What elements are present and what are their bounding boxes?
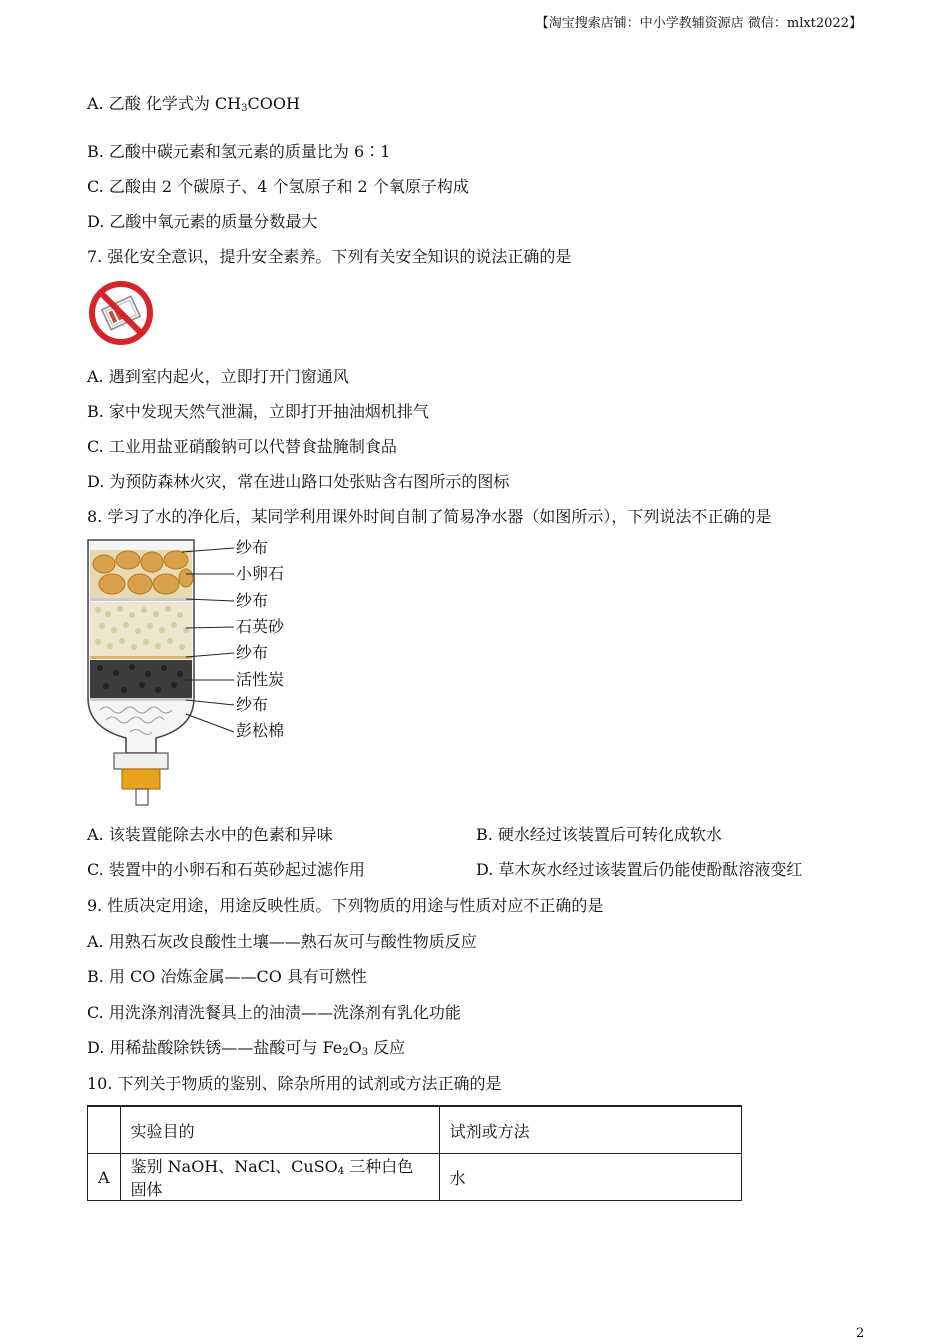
- row-method: 水: [439, 1154, 741, 1201]
- filter-label-gauze-3: 纱布: [236, 643, 269, 662]
- table-header-purpose: 实验目的: [120, 1106, 439, 1154]
- table-cell: [88, 1106, 121, 1154]
- q8-option-b: B. 硬水经过该装置后可转化成软水: [476, 825, 722, 844]
- filter-label-quartz-sand: 石英砂: [236, 617, 285, 636]
- q10-stem: 10. 下列关于物质的鉴别、除杂所用的试剂或方法正确的是: [87, 1074, 502, 1093]
- q7-option-b: B. 家中发现天然气泄漏，立即打开抽油烟机排气: [87, 402, 429, 421]
- q6-option-a: A. 乙酸 化学式为 $CH_3COOH$: [87, 94, 300, 114]
- row-label: A: [88, 1154, 121, 1201]
- filter-label-gauze-1: 纱布: [236, 538, 269, 557]
- page-header: 【淘宝搜索店铺：中小学教辅资源店 微信：mlxt2022】: [535, 16, 862, 31]
- q7-option-d: D. 为预防森林火灾，常在进山路口处张贴含右图所示的图标: [87, 472, 510, 491]
- q6-option-c: C. 乙酸由 2 个碳原子、4 个氢原子和 2 个氧原子构成: [87, 177, 469, 196]
- filter-label-activated-carbon: 活性炭: [236, 670, 285, 689]
- q7-option-c: C. 工业用盐亚硝酸钠可以代替食盐腌制食品: [87, 437, 397, 456]
- q10-table: [87, 1105, 742, 1201]
- q8-option-d: D. 草木灰水经过该装置后仍能使酚酞溶液变红: [476, 860, 803, 879]
- q8-option-c: C. 装置中的小卵石和石英砂起过滤作用: [87, 860, 365, 879]
- table-row: [88, 1106, 742, 1154]
- q7-option-a: A. 遇到室内起火，立即打开门窗通风: [87, 367, 349, 386]
- q6-option-b: B. 乙酸中碳元素和氢元素的质量比为 6∶1: [87, 142, 391, 161]
- filter-label-gauze-4: 纱布: [236, 695, 269, 714]
- q9-stem: 9. 性质决定用途，用途反映性质。下列物质的用途与性质对应不正确的是: [87, 896, 604, 915]
- q8-option-a: A. 该装置能除去水中的色素和异味: [87, 825, 333, 844]
- filter-label-cotton: 彭松棉: [236, 721, 285, 740]
- filter-label-gauze-2: 纱布: [236, 591, 269, 610]
- q8-stem: 8. 学习了水的净化后，某同学利用课外时间自制了简易净水器（如图所示），下列说法不正确的是: [87, 507, 772, 526]
- q9-option-b: B. 用 CO 冶炼金属——CO 具有可燃性: [87, 967, 367, 986]
- q6-option-d: D. 乙酸中氧元素的质量分数最大: [87, 212, 318, 231]
- filter-label-pebbles: 小卵石: [236, 564, 285, 583]
- q9-option-d: D. 用稀盐酸除铁锈——盐酸可与 $Fe_2O_3$ 反应: [87, 1038, 406, 1058]
- page-number: 2: [856, 1326, 865, 1341]
- water-filter-diagram: [86, 538, 236, 808]
- q7-stem: 7. 强化安全意识，提升安全素养。下列有关安全知识的说法正确的是: [87, 247, 572, 266]
- table-header-method: 试剂或方法: [439, 1106, 741, 1154]
- q9-option-c: C. 用洗涤剂清洗餐具上的油渍——洗涤剂有乳化功能: [87, 1003, 461, 1022]
- row-purpose: 鉴别 NaOH、NaCl、CuSO$_4$ 三种白色固体: [120, 1154, 439, 1201]
- q9-option-a: A. 用熟石灰改良酸性土壤——熟石灰可与酸性物质反应: [87, 932, 477, 951]
- no-matches-sign-icon: [88, 280, 154, 346]
- table-row: [88, 1154, 742, 1201]
